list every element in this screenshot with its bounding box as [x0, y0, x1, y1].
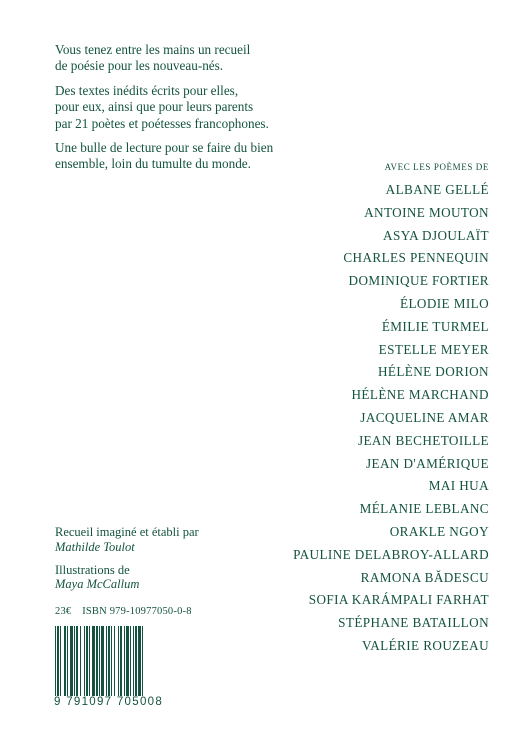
poet-name: RAMONA BĂDESCU — [360, 569, 489, 585]
barcode-bar — [126, 626, 129, 696]
barcode-bar — [138, 626, 141, 704]
poet-name: ÉLODIE MILO — [400, 295, 489, 311]
poet-name: PAULINE DELABROY-ALLARD — [293, 546, 489, 562]
blurb-paragraph-2: Des textes inédits écrits pour elles, pour eux, ainsi que pour leurs parents par 21 poètes et poétesses francophones. — [55, 82, 269, 131]
price-isbn-line — [55, 606, 192, 617]
barcode-bar — [114, 626, 115, 696]
barcode-bar — [142, 626, 143, 704]
poet-name: ÉMILIE TURMEL — [381, 318, 489, 334]
barcode-bar — [89, 626, 90, 696]
barcode-bar — [130, 626, 131, 696]
barcode-bar — [133, 626, 134, 696]
illustrator-name: Maya McCallum — [55, 577, 140, 592]
poet-name: JEAN BECHETOILLE — [357, 432, 489, 448]
poet-name: ASYA DJOULAÏT — [383, 227, 489, 243]
poet-name: ESTELLE MEYER — [378, 341, 489, 357]
barcode-bar — [74, 626, 75, 696]
poet-name: CHARLES PENNEQUIN — [343, 250, 489, 266]
back-cover-blurb — [55, 42, 355, 181]
poet-name: STÉPHANE BATAILLON — [338, 615, 489, 631]
editor-name: Mathilde Toulot — [55, 539, 135, 554]
barcode-bar — [80, 626, 81, 696]
barcode-bar — [124, 626, 125, 696]
barcode-bar — [64, 626, 66, 696]
poet-name: MAI HUA — [428, 478, 489, 494]
barcode-bar — [96, 626, 98, 696]
barcode-bar — [118, 626, 119, 696]
barcode-bar — [70, 626, 73, 696]
barcode-bar — [111, 626, 112, 696]
barcode-bar — [86, 626, 88, 696]
barcode-bar — [76, 626, 78, 696]
blurb-paragraph-1: Vous tenez entre les mains un recueil de poésie pour les nouveau-nés. — [55, 42, 251, 74]
barcode-bar — [92, 626, 95, 696]
poet-name: DOMINIQUE FORTIER — [348, 273, 489, 289]
poet-name: SOFIA KARÁMPALI FARHAT — [308, 592, 489, 608]
poet-name: JEAN D'AMÉRIQUE — [365, 455, 489, 471]
poet-name: VALÉRIE ROUZEAU — [362, 637, 489, 653]
barcode-bar — [84, 626, 85, 696]
illustrator-role: Illustrations de — [55, 562, 130, 577]
barcode-bar — [120, 626, 122, 696]
barcode-bar — [106, 626, 107, 696]
barcode-bar — [99, 626, 100, 696]
poet-name: HÉLÈNE MARCHAND — [351, 387, 489, 403]
poets-list — [293, 179, 489, 658]
poets-heading: AVEC LES POÈMES DE — [384, 162, 489, 172]
blurb-paragraph-3: Une bulle de lecture pour se faire du bien ensemble, loin du tumulte du monde. — [55, 140, 274, 172]
editor-role: Recueil imaginé et établi par — [55, 525, 199, 539]
barcode-bar — [55, 626, 56, 704]
barcode-bar — [67, 626, 68, 696]
barcode-bar — [60, 626, 61, 696]
isbn: ISBN 979-10977050-0-8 — [82, 606, 192, 617]
poet-name: ALBANE GELLÉ — [385, 182, 489, 197]
barcode — [52, 626, 170, 708]
barcode-bar — [57, 626, 59, 704]
poet-name: ANTOINE MOUTON — [364, 204, 489, 220]
barcode-bar — [101, 626, 104, 696]
poet-name: MÉLANIE LEBLANC — [359, 501, 489, 517]
barcode-bar — [108, 626, 110, 696]
barcode-bar — [135, 626, 137, 696]
poet-name: ORAKLE NGOY — [389, 523, 489, 539]
poet-name: JACQUELINE AMAR — [360, 409, 489, 425]
credits — [55, 525, 199, 592]
price: 23€ — [55, 606, 72, 617]
poet-name: HÉLÈNE DORION — [377, 364, 489, 380]
barcode-digits: 9 791097 705008 — [54, 696, 164, 708]
